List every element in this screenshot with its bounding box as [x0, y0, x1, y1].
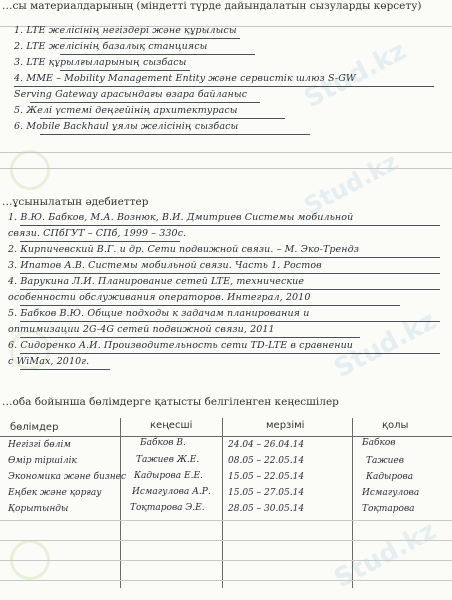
table-row-section: Негізгі бөлім	[8, 440, 71, 450]
table-row-consultant: Тажиев Ж.Е.	[136, 455, 200, 465]
table-row-section: Өмір тіршілік	[8, 456, 77, 466]
table-row-signature: Тоқтарова	[362, 504, 415, 514]
table-header-signature: қолы	[382, 420, 409, 431]
section1-line: 5. Желі үстемі деңгейінің архитектурасы	[14, 105, 238, 116]
section2-line: 5. Бабков В.Ю. Общие подходы к задачам планирования и	[8, 308, 310, 319]
table-row-consultant: Бабков В.	[140, 438, 186, 448]
section1-line: 1. LTE желісінің негіздері және құрылысы	[14, 25, 237, 36]
section2-line: с WiMax, 2010г.	[8, 356, 90, 367]
section1-heading: …сы материалдарының (міндетті түрде дайындалатын сызуларды көрсету)	[2, 0, 422, 12]
table-row-signature: Кадырова	[366, 472, 414, 482]
section1-line: 2. LTE желісінің базалық станциясы	[14, 41, 208, 52]
table-row-dates: 08.05 – 22.05.14	[228, 456, 305, 466]
table-header-dates: мерзімі	[266, 420, 305, 431]
section2-line: особенности обслуживания операторов. Интеграл, 2010	[8, 292, 311, 303]
table-row-section: Еңбек және қорғау	[8, 488, 102, 498]
table-row-section: Қорытынды	[8, 504, 69, 514]
watermark: Stud.kz	[299, 147, 403, 221]
table-header-consultant: кеңесші	[150, 420, 193, 431]
section3-heading: …оба бойынша бөлімдерге қатысты белгіленген кеңесшілер	[2, 396, 339, 408]
section2-line: 1. В.Ю. Бабков, М.А. Вознюк, В.И. Дмитриев Системы мобильной	[8, 212, 354, 223]
table-row-consultant: Тоқтарова Э.Е.	[130, 503, 205, 513]
section2-line: 2. Кирпичевский В.Г. и др. Сети подвижной связи. – М. Эко-Трендз	[8, 244, 360, 255]
watermark: Stud.kz	[299, 35, 412, 115]
section2-line: 3. Ипатов А.В. Системы мобильной связи. Часть 1. Ростов	[8, 260, 322, 271]
section2-line: оптимизации 2G-4G сетей подвижной связи, 2011	[8, 324, 275, 335]
table-row-signature: Тажиев	[366, 456, 404, 466]
section2-line: 4. Варукина Л.И. Планирование сетей LTE, технические	[8, 276, 305, 287]
table-row-signature: Исмагулова	[362, 488, 420, 498]
section2-line: связи. СПбГУТ – СПб, 1999 – 330с.	[8, 228, 187, 239]
table-row-dates: 15.05 – 27.05.14	[228, 488, 305, 498]
watermark: Stud.kz	[329, 515, 442, 595]
section2-line: 6. Сидоренко А.И. Производительность сети TD-LTE в сравнении	[8, 340, 354, 351]
watermark: Stud.kz	[329, 305, 442, 385]
table-row-section: Экономика және бизнес	[8, 472, 127, 482]
section1-line: 6. Mobile Backhaul ұялы желісінің сызбасы	[14, 121, 239, 132]
section1-line: 3. LTE құрылғыларының сызбасы	[14, 57, 187, 68]
table-row-dates: 15.05 – 22.05.14	[228, 472, 305, 482]
table-row-consultant: Кадырова Е.Е.	[134, 471, 203, 481]
watermark-logo	[10, 150, 50, 190]
table-row-signature: Бабков	[362, 438, 396, 448]
table-row-dates: 24.04 – 26.04.14	[228, 440, 305, 450]
table-row-dates: 28.05 – 30.05.14	[228, 504, 305, 514]
section1-line: Serving Gateway арасындағы өзара байланыс	[14, 89, 248, 100]
section1-line: 4. MME – Mobility Management Entity және сервистік шлюз S-GW	[14, 73, 356, 84]
section2-heading: …ұсынылатын әдебиеттер	[2, 196, 149, 208]
table-header-sections: бөлімдер	[10, 422, 59, 433]
table-row-consultant: Исмагулова А.Р.	[132, 487, 211, 497]
